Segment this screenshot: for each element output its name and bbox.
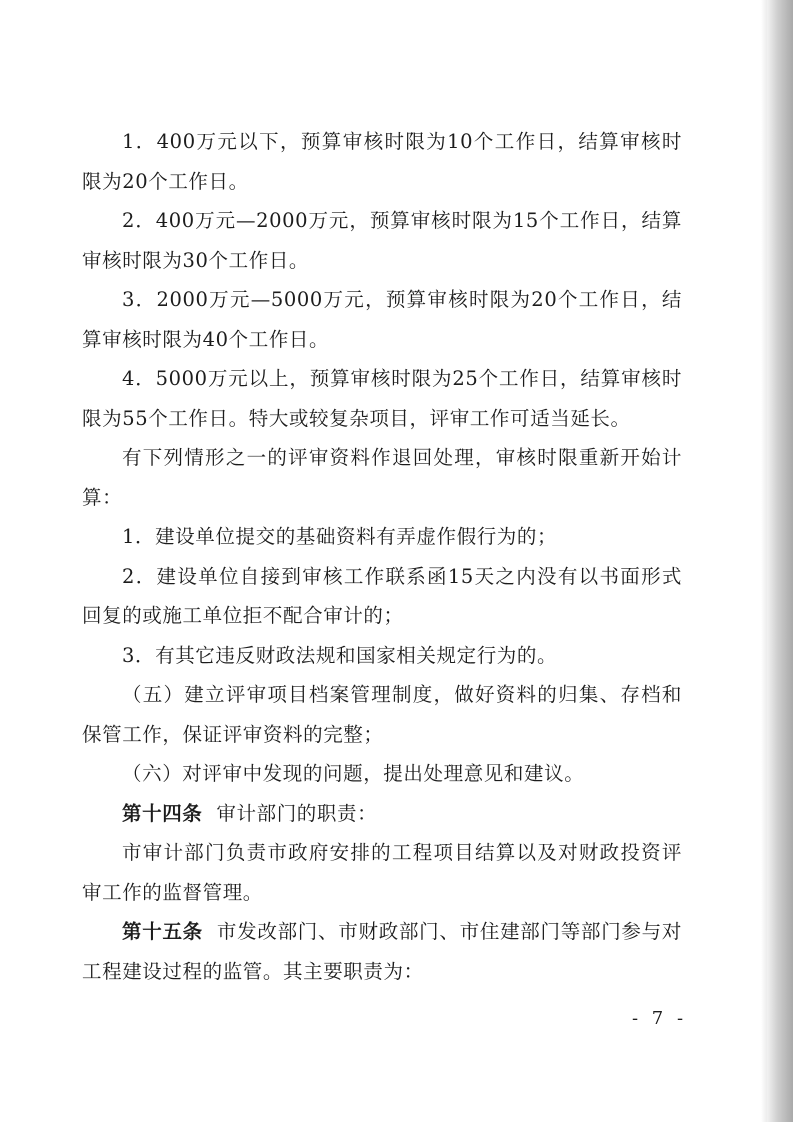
scan-edge-shadow [767, 0, 793, 1122]
article-14-body: 市审计部门负责市政府安排的工程项目结算以及对财政投资评审工作的监督管理。 [82, 841, 682, 904]
page-number: - 7 - [632, 1008, 688, 1029]
paragraph: 1．400万元以下，预算审核时限为10个工作日，结算审核时限为20个工作日。 [82, 130, 682, 193]
paragraph: 2．400万元—2000万元，预算审核时限为15个工作日，结算审核时限为30个工作日。 [82, 209, 682, 272]
article-14-title: 审计部门的职责： [216, 801, 378, 825]
article-15 [82, 912, 682, 991]
paragraph: 有下列情形之一的评审资料作退回处理，审核时限重新开始计算： [82, 446, 682, 509]
document-body [82, 122, 682, 991]
paragraph: （五）建立评审项目档案管理制度，做好资料的归集、存档和保管工作，保证评审资料的完整； [82, 683, 682, 746]
paragraph: 2．建设单位自接到审核工作联系函15天之内没有以书面形式回复的或施工单位拒不配合审计的； [82, 564, 682, 627]
article-14 [82, 794, 682, 834]
article-15-text: 市发改部门、市财政部门、市住建部门等部门参与对工程建设过程的监管。其主要职责为： [82, 920, 682, 983]
article-14-heading: 第十四条 [122, 801, 203, 825]
paragraph: （六）对评审中发现的问题，提出处理意见和建议。 [122, 762, 585, 785]
paragraph: 3．有其它违反财政法规和国家相关规定行为的。 [122, 643, 558, 667]
article-15-heading: 第十五条 [122, 920, 203, 943]
paragraph: 4．5000万元以上，预算审核时限为25个工作日，结算审核时限为55个工作日。特大或较复杂项目，评审工作可适当延长。 [82, 367, 682, 430]
paragraph: 1．建设单位提交的基础资料有弄虚作假行为的； [122, 525, 558, 548]
paragraph: 3．2000万元—5000万元，预算审核时限为20个工作日，结算审核时限为40个工作日。 [82, 288, 682, 351]
